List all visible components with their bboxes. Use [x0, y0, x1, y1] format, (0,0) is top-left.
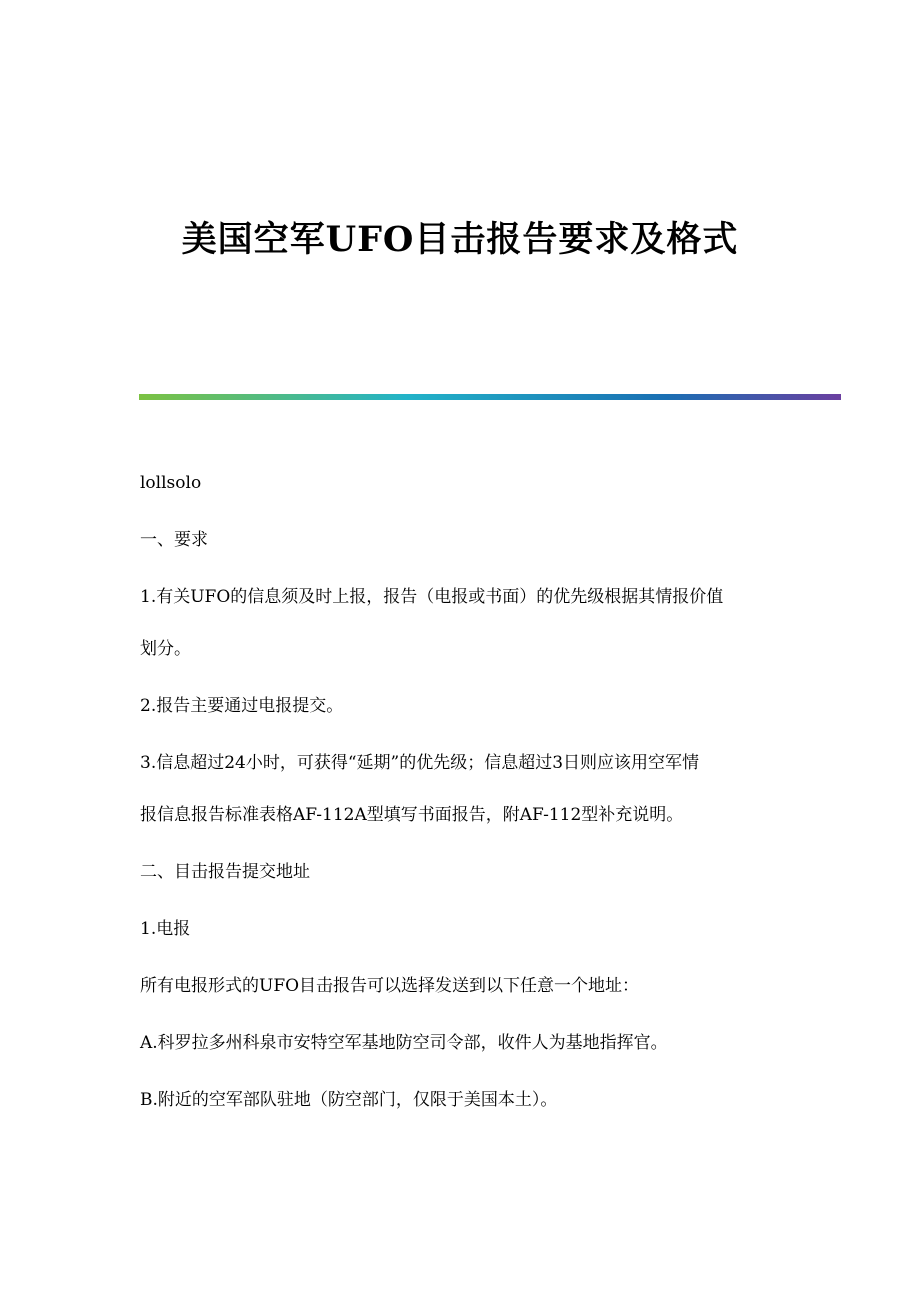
paragraph [140, 691, 780, 721]
section-heading [140, 525, 780, 555]
paragraph-line: 划分。 [140, 639, 191, 659]
paragraph-text: B.附近的空军部队驻地（防空部门，仅限于美国本土）。 [140, 1090, 558, 1110]
paragraph-text: A.科罗拉多州科泉市安特空军基地防空司令部，收件人为基地指挥官。 [140, 1033, 668, 1053]
paragraph [140, 748, 780, 830]
paragraph-text: 二、目击报告提交地址 [140, 862, 310, 882]
paragraph-text: 2.报告主要通过电报提交。 [140, 696, 344, 716]
paragraph-line: 1.有关UFO的信息须及时上报，报告（电报或书面）的优先级根据其情报价值 [140, 587, 724, 607]
sub-heading [140, 914, 780, 944]
paragraph-line: 3.信息超过24小时，可获得“延期”的优先级；信息超过3日则应该用空军情 [140, 753, 700, 773]
section-heading [140, 857, 780, 887]
paragraph-line: 报信息报告标准表格AF-112A型填写书面报告，附AF-112型补充说明。 [140, 805, 684, 825]
paragraph [140, 582, 780, 664]
paragraph-text: 一、要求 [140, 530, 208, 550]
paragraph [140, 971, 780, 1001]
list-item [140, 1085, 780, 1115]
author-name: lollsolo [140, 473, 202, 493]
list-item [140, 1028, 780, 1058]
author-line [140, 468, 780, 498]
document-title: 美国空军UFO目击报告要求及格式 [181, 219, 739, 260]
paragraph-text: 所有电报形式的UFO目击报告可以选择发送到以下任意一个地址： [140, 976, 640, 996]
gradient-bar [139, 394, 841, 400]
document-body [140, 468, 780, 1142]
decorative-gradient-rule [139, 385, 841, 391]
paragraph-text: 1.电报 [140, 919, 191, 939]
